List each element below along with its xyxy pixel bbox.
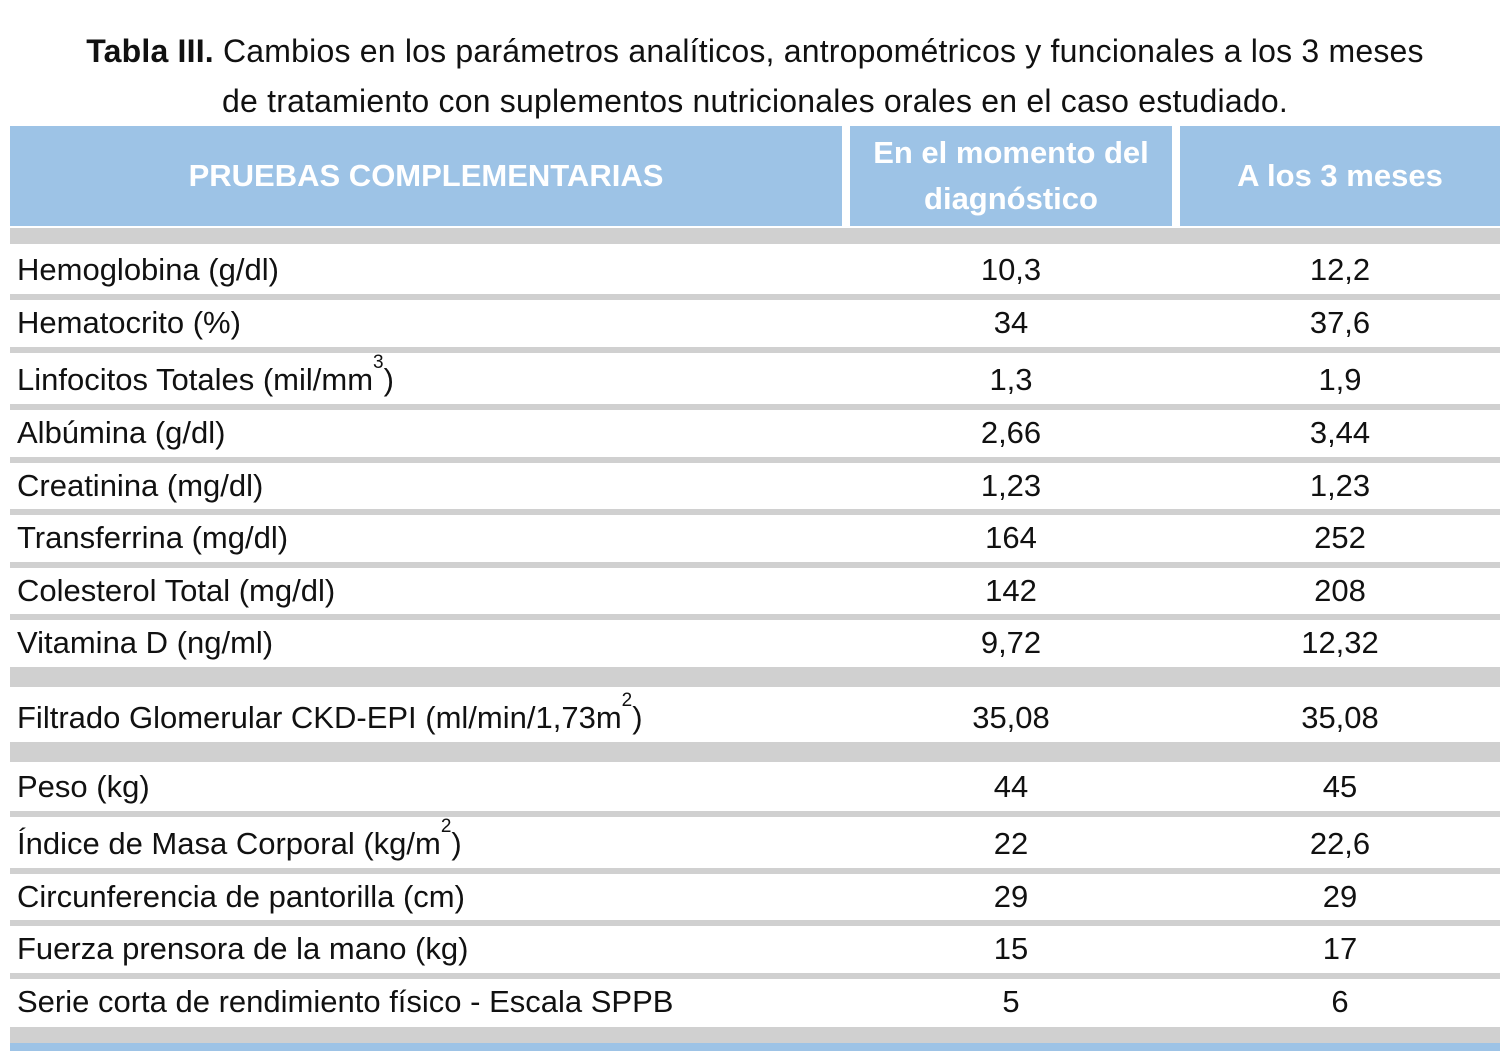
value-diagnostico: 35,08 (972, 700, 1050, 735)
table-header (10, 126, 1500, 226)
value-tres-meses: 3,44 (1309, 415, 1371, 450)
row-label (17, 874, 465, 920)
row-label-text: Vitamina D (ng/ml) (17, 625, 274, 660)
value-tres-meses: 1,23 (1309, 468, 1371, 503)
row-label (17, 926, 468, 972)
row-label (17, 979, 673, 1025)
value-tres-meses: 45 (1322, 769, 1358, 804)
table-row (10, 690, 1500, 741)
row-label-text: Circunferencia de pantorilla (cm) (17, 879, 465, 914)
row-label (17, 515, 288, 561)
header-diagnostico-line-2: diagnóstico (924, 181, 1098, 216)
table-row (10, 620, 1500, 666)
value-diagnostico: 1,23 (980, 468, 1042, 503)
value-tres-meses: 1,9 (1318, 362, 1362, 397)
value-tres-meses: 22,6 (1309, 826, 1371, 861)
row-label-text: Fuerza prensora de la mano (kg) (17, 931, 469, 966)
row-label-text: Serie corta de rendimiento físico - Escala SPPB (17, 984, 674, 1019)
value-diagnostico: 164 (985, 520, 1037, 555)
row-label-text: Hemoglobina (g/dl) (17, 252, 279, 287)
table-row (10, 816, 1500, 867)
separator (10, 347, 1500, 353)
table-caption (0, 26, 1510, 126)
row-label-text: Hematocrito (%) (17, 305, 241, 340)
row-label (17, 352, 394, 403)
row-label-text: Colesterol Total (mg/dl) (17, 573, 336, 608)
table-bottom-band (10, 1043, 1500, 1051)
row-label-sup: 2 (621, 690, 633, 711)
value-tres-meses: 252 (1314, 520, 1366, 555)
table-row (10, 247, 1500, 293)
row-label-suffix: ) (383, 362, 394, 397)
header-tres-meses-label: A los 3 meses (1237, 158, 1443, 193)
row-label (17, 300, 241, 346)
header-pruebas (10, 126, 842, 226)
separator (10, 667, 1500, 687)
value-diagnostico: 34 (993, 305, 1029, 340)
value-diagnostico: 15 (993, 931, 1029, 966)
table-row (10, 926, 1500, 972)
value-diagnostico: 44 (993, 769, 1029, 804)
row-label-text: Linfocitos Totales (mil/mm (17, 362, 374, 397)
row-label (17, 620, 273, 666)
value-tres-meses: 29 (1322, 879, 1358, 914)
value-tres-meses: 35,08 (1301, 700, 1379, 735)
row-label-text: Peso (kg) (17, 769, 150, 804)
row-label-text: Creatinina (mg/dl) (17, 468, 264, 503)
separator (10, 742, 1500, 762)
caption-line-2: de tratamiento con suplementos nutricionales orales en el caso estudiado. (222, 83, 1288, 119)
row-label (17, 463, 263, 509)
row-label-text: Filtrado Glomerular CKD-EPI (ml/min/1,73m (17, 700, 622, 735)
value-tres-meses: 12,32 (1301, 625, 1379, 660)
value-diagnostico: 1,3 (989, 362, 1033, 397)
value-diagnostico: 22 (993, 826, 1029, 861)
table-row (10, 764, 1500, 810)
row-label (17, 690, 643, 741)
value-tres-meses: 6 (1331, 984, 1349, 1019)
separator (10, 228, 1500, 244)
row-label (17, 247, 279, 293)
header-diagnostico (850, 126, 1172, 226)
header-pruebas-label: PRUEBAS COMPLEMENTARIAS (188, 158, 664, 193)
row-label (17, 410, 225, 456)
value-diagnostico: 9,72 (980, 625, 1042, 660)
value-tres-meses: 12,2 (1309, 252, 1371, 287)
value-tres-meses: 208 (1314, 573, 1366, 608)
table-row (10, 874, 1500, 920)
separator (10, 811, 1500, 817)
row-label-text: Albúmina (g/dl) (17, 415, 226, 450)
table-row (10, 463, 1500, 509)
table-row (10, 515, 1500, 561)
value-tres-meses: 37,6 (1309, 305, 1371, 340)
header-diagnostico-label (873, 130, 1149, 222)
value-diagnostico: 142 (985, 573, 1037, 608)
value-diagnostico: 10,3 (980, 252, 1042, 287)
row-label-suffix: ) (451, 826, 462, 861)
caption-line-1 (0, 26, 1510, 76)
table-row (10, 352, 1500, 403)
table-row (10, 300, 1500, 346)
value-tres-meses: 17 (1322, 931, 1358, 966)
value-diagnostico: 2,66 (980, 415, 1042, 450)
caption-lead: Tabla III. (86, 33, 214, 69)
table-row (10, 568, 1500, 614)
row-label-sup: 3 (373, 352, 384, 373)
row-label (17, 764, 150, 810)
header-tres-meses (1180, 126, 1500, 226)
row-label-sup: 2 (440, 816, 452, 837)
row-label-suffix: ) (632, 700, 643, 735)
table-row (10, 979, 1500, 1025)
row-label-text: Transferrina (mg/dl) (17, 520, 289, 555)
row-label-text: Índice de Masa Corporal (kg/m (17, 826, 441, 861)
header-diagnostico-line-1: En el momento del (873, 135, 1149, 170)
value-diagnostico: 29 (993, 879, 1029, 914)
value-diagnostico: 5 (1002, 984, 1020, 1019)
separator (10, 1027, 1500, 1043)
row-label (17, 568, 335, 614)
table-row (10, 410, 1500, 456)
caption-text-1: Cambios en los parámetros analíticos, antropométricos y funcionales a los 3 meses (213, 33, 1424, 69)
row-label (17, 816, 462, 867)
